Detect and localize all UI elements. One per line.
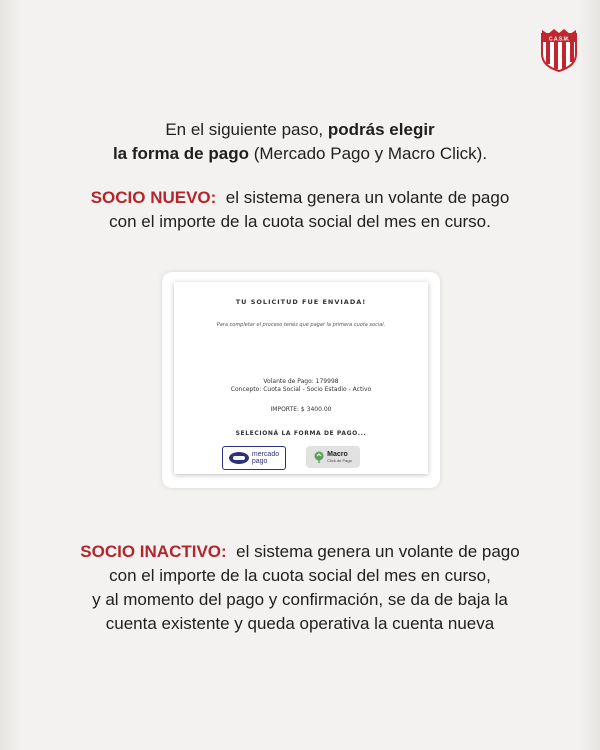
socio-inactivo-desc-4: cuenta existente y queda operativa la cuenta nueva (105, 614, 495, 633)
left-texture (0, 0, 22, 750)
concepto: Concepto: Cuota Social - Socio Estadio - Activo (230, 386, 372, 393)
club-crest-logo (540, 28, 578, 72)
macro-label-2: Click de Pago (327, 458, 352, 463)
socio-inactivo-desc-3: y al momento del pago y confirmación, se da de baja la (92, 590, 508, 609)
socio-nuevo-text (0, 186, 600, 234)
socio-nuevo-desc-2: con el importe de la cuota social del mes en curso. (109, 212, 491, 231)
socio-inactivo-text (0, 540, 600, 636)
intro-line-2 (0, 142, 600, 166)
volante-number: Volante de Pago: 179998 (263, 378, 339, 385)
macro-label-1: Macro (327, 451, 348, 458)
macro-icon (314, 451, 324, 463)
crest-text: C.A.S.M. (548, 36, 570, 43)
intro-rest: (Mercado Pago y Macro Click). (253, 144, 488, 163)
mercado-pago-button[interactable] (222, 446, 286, 470)
socio-inactivo-label: SOCIO INACTIVO: (80, 542, 227, 561)
macro-click-button[interactable] (306, 446, 360, 468)
socio-nuevo-label: SOCIO NUEVO: (90, 188, 217, 207)
intro-pre: En el siguiente paso, (165, 120, 324, 139)
intro-line-1 (0, 118, 600, 142)
intro-bold-2: la forma de pago (112, 144, 249, 163)
mercado-pago-label (252, 451, 279, 465)
screenshot-card (162, 272, 440, 488)
socio-inactivo-desc-2: con el importe de la cuota social del mes en curso, (109, 566, 491, 585)
mercado-pago-icon (229, 452, 249, 464)
payment-details (174, 378, 428, 394)
payment-method-prompt: SELECIONÁ LA FORMA DE PAGO... (235, 430, 367, 437)
mercado-pago-label-1: mercado (251, 451, 280, 458)
mercado-pago-label-2: pago (251, 458, 268, 465)
macro-label (327, 451, 352, 463)
socio-inactivo-desc-1: el sistema genera un volante de pago (236, 542, 520, 561)
confirmation-title: TU SOLICITUD FUE ENVIADA! (235, 298, 367, 306)
socio-nuevo-line-1 (0, 186, 600, 210)
intro-text (0, 118, 600, 166)
intro-bold-1: podrás elegir (327, 120, 435, 139)
socio-inactivo-line-1 (0, 540, 600, 564)
payment-confirmation-panel (174, 282, 428, 474)
socio-nuevo-desc-1: el sistema genera un volante de pago (225, 188, 510, 207)
confirmation-subtitle: Para completar el proceso tenés que pagar la primera cuota social. (216, 322, 386, 328)
right-texture (578, 0, 600, 750)
importe: IMPORTE: $ 3400.00 (270, 406, 332, 413)
